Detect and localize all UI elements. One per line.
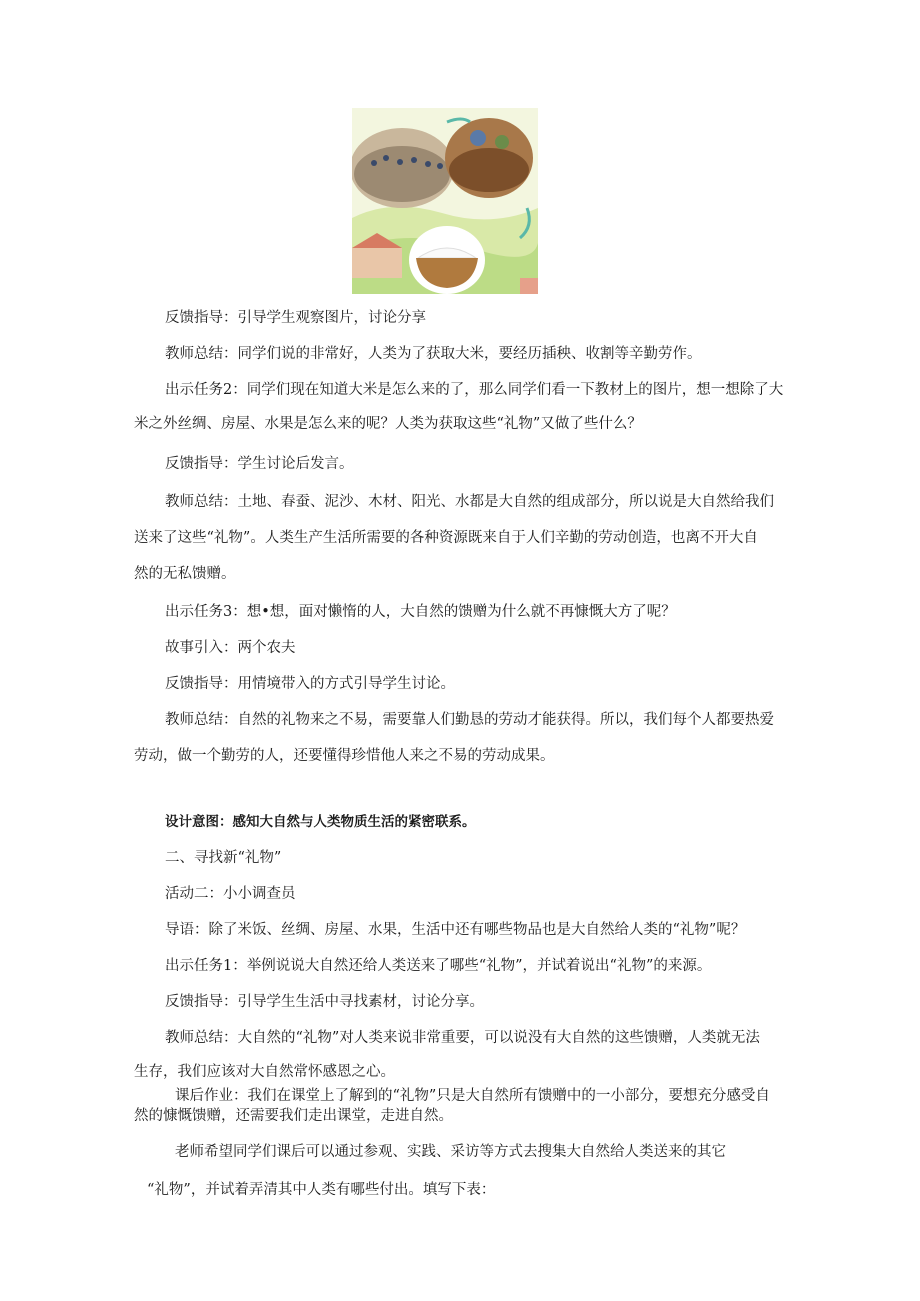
task3: 出示任务3：想•想，面对懒惰的人，大自然的馈赠为什么就不再慷慨大方了呢？ <box>165 604 676 620</box>
task2-line2: 米之外丝绸、房屋、水果是怎么来的呢？人类为获取这些“礼物”又做了些什么？ <box>134 416 642 432</box>
design-intent: 设计意图：感知大自然与人类物质生活的紧密联系。 <box>165 814 476 830</box>
teacher-summary-gratitude-line2: 生存，我们应该对大自然常怀感恩之心。 <box>134 1064 395 1080</box>
activity-2: 活动二：小小调查员 <box>165 886 296 902</box>
teacher-summary-labor-line2: 劳动，做一个勤劳的人，还要懂得珍惜他人来之不易的劳动成果。 <box>134 748 555 764</box>
feedback-observe: 反馈指导：引导学生观察图片，讨论分享 <box>165 310 426 326</box>
harvester-figure-2 <box>495 135 509 149</box>
teacher-summary-nature-line3: 然的无私馈赠。 <box>134 566 236 582</box>
house-shape <box>352 248 402 278</box>
rice-cycle-graphic <box>352 108 538 294</box>
task1: 出示任务1：举例说说大自然还给人类送来了哪些“礼物”，并试着说出“礼物”的来源。 <box>165 958 712 974</box>
teacher-hope-line2: “礼物”，并试着弄清其中人类有哪些付出。填写下表： <box>147 1182 496 1198</box>
rice-cycle-illustration <box>352 108 538 294</box>
guide-words: 导语：除了米饭、丝绸、房屋、水果，生活中还有哪些物品也是大自然给人类的“礼物”呢？ <box>165 922 746 938</box>
teacher-hope-line1: 老师希望同学们课后可以通过参观、实践、采访等方式去搜集大自然给人类送来的其它 <box>175 1144 726 1160</box>
teacher-summary-rice: 教师总结：同学们说的非常好，人类为了获取大米，要经历插秧、收割等辛勤劳作。 <box>165 346 702 362</box>
feedback-discuss: 反馈指导：学生讨论后发言。 <box>165 456 354 472</box>
teacher-summary-labor-line1: 教师总结：自然的礼物来之不易，需要靠人们勤恳的劳动才能获得。所以，我们每个人都要热爱 <box>165 712 774 728</box>
teacher-summary-gratitude-line1: 教师总结：大自然的“礼物”对人类来说非常重要，可以说没有大自然的这些馈赠，人类就无法 <box>165 1030 760 1046</box>
task2-line1: 出示任务2：同学们现在知道大米是怎么来的了，那么同学们看一下教材上的图片，想一想除了大 <box>165 382 784 398</box>
feedback-materials: 反馈指导：引导学生生活中寻找素材，讨论分享。 <box>165 994 484 1010</box>
teacher-summary-nature-line2: 送来了这些“礼物”。人类生产生活所需要的各种资源既来自于人们辛勤的劳动创造，也离不开大自 <box>134 530 758 546</box>
section-heading-2: 二、寻找新“礼物” <box>165 850 282 866</box>
harvest-grain-shape <box>449 148 529 192</box>
homework-line1: 课后作业：我们在课堂上了解到的“礼物”只是大自然所有馈赠中的一小部分，要想充分感受自 <box>175 1088 770 1104</box>
feedback-scenario: 反馈指导：用情境带入的方式引导学生讨论。 <box>165 676 455 692</box>
teacher-summary-nature-line1: 教师总结：土地、春蚕、泥沙、木材、阳光、水都是大自然的组成部分，所以说是大自然给我们 <box>165 494 774 510</box>
story-intro: 故事引入：两个农夫 <box>165 640 296 656</box>
homework-line2: 然的慷慨馈赠，还需要我们走出课堂，走进自然。 <box>134 1108 453 1124</box>
corner-block <box>520 278 538 294</box>
harvester-figure <box>470 130 486 146</box>
paddy-field-shape <box>354 146 450 202</box>
